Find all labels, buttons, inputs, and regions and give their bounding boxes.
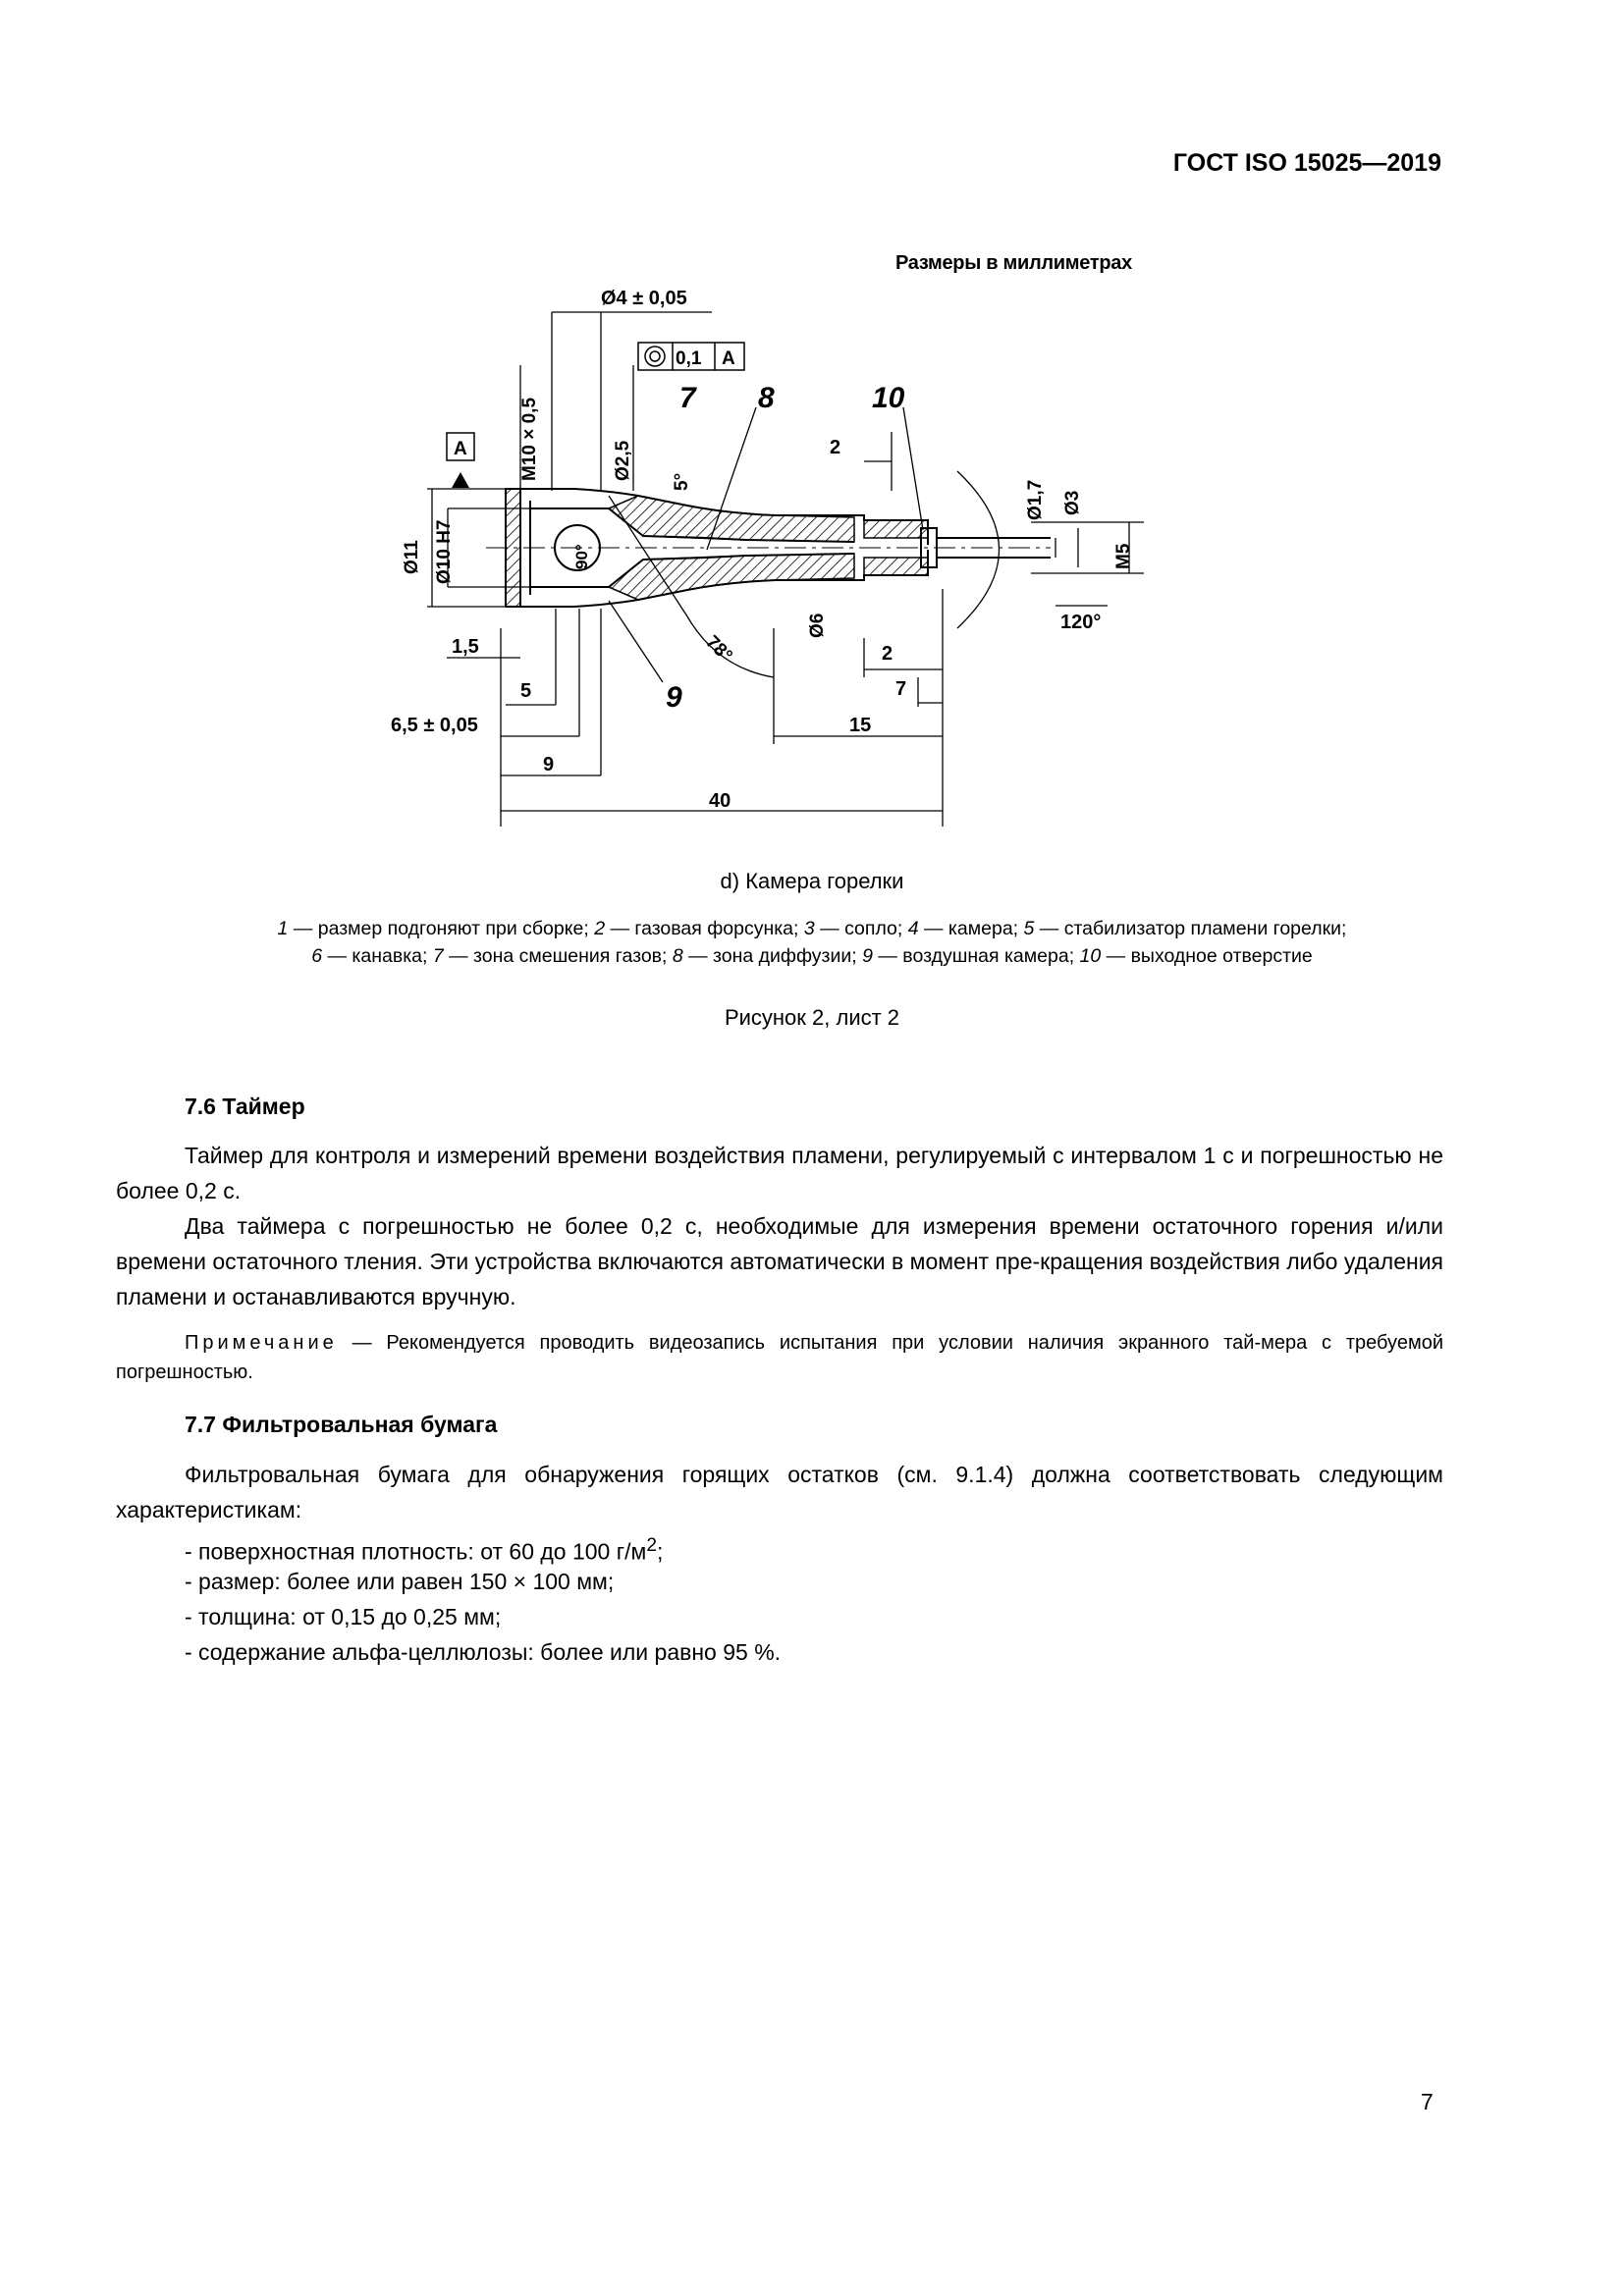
tol-datum: A xyxy=(722,348,735,369)
legend-num: 5 xyxy=(1023,918,1035,939)
legend-num: 6 xyxy=(311,945,323,967)
legend-text: — размер подгоняют при сборке; xyxy=(288,918,595,939)
dim-m5: M5 xyxy=(1113,543,1134,569)
dim-angle78: 78° xyxy=(701,631,736,667)
legend-num: 1 xyxy=(277,918,289,939)
legend-text: — газовая форсунка; xyxy=(605,918,804,939)
item-8: 8 xyxy=(758,382,775,414)
dim-dia4: Ø4 ± 0,05 xyxy=(601,288,687,309)
dim-6-5: 6,5 ± 0,05 xyxy=(391,715,478,736)
dim-15: 15 xyxy=(849,715,872,736)
item-10: 10 xyxy=(872,382,905,414)
dim-dia6: Ø6 xyxy=(807,613,828,638)
item-9: 9 xyxy=(666,681,682,714)
paragraph-text: Таймер для контроля и измерений времени воздействия пламени, регулируемый с интервалом 1 с и погрешностью не более 0,2 с. xyxy=(116,1143,1443,1203)
legend-num: 7 xyxy=(432,945,444,967)
legend-num: 8 xyxy=(672,945,683,967)
dim-dia25: Ø2,5 xyxy=(613,440,633,481)
legend-num: 10 xyxy=(1079,945,1102,967)
dim-angle120: 120° xyxy=(1060,612,1102,633)
tol-value: 0,1 xyxy=(676,348,702,369)
figure-title: Рисунок 2, лист 2 xyxy=(724,1005,900,1030)
dim-2-top: 2 xyxy=(830,437,841,458)
paragraph xyxy=(116,1138,1443,1208)
legend-text: — зона диффузии; xyxy=(682,945,863,967)
list-item: - поверхностная плотность: от 60 до 100 $г/м^2$; xyxy=(185,1535,664,1565)
dim-9: 9 xyxy=(543,754,555,775)
figure-legend xyxy=(118,915,1506,970)
legend-text: — камера; xyxy=(918,918,1024,939)
dim-thread: M10 × 0,5 xyxy=(519,397,540,481)
legend-line-1 xyxy=(118,915,1506,942)
dimension-note: Размеры в миллиметрах xyxy=(895,252,1132,274)
paragraph-text: Два таймера с погрешностью не более 0,2 с, необходимые для измерения времени остаточного горения и/или времени остаточного тления. Эти устройства включаются автоматически в момент пре-кращения воздействия либо удаления пламени и останавливаются вручную. xyxy=(116,1213,1443,1309)
section-heading-7-7: 7.7 Фильтровальная бумага xyxy=(185,1412,498,1437)
item-7: 7 xyxy=(679,382,696,414)
note xyxy=(116,1328,1443,1387)
section-heading-7-6: 7.6 Таймер xyxy=(185,1094,305,1119)
figure-caption: d) Камера горелки xyxy=(720,869,904,893)
page-number: 7 xyxy=(1421,2089,1434,2114)
list-item: - содержание альфа-целлюлозы: более или равно 95 %. xyxy=(185,1639,782,1665)
legend-text: — зона смешения газов; xyxy=(443,945,673,967)
note-label: Примечание xyxy=(185,1332,338,1354)
legend-text: — выходное отверстие xyxy=(1101,945,1313,967)
datum-a: A xyxy=(454,439,467,459)
paragraph xyxy=(116,1457,1443,1527)
legend-num: 2 xyxy=(594,918,606,939)
dim-angle90: 90° xyxy=(572,544,591,569)
legend-num: 4 xyxy=(907,918,919,939)
legend-text: — сопло; xyxy=(814,918,908,939)
note-text: — Рекомендуется проводить видеозапись испытания при условии наличия экранного тай-мера с требуемой погрешностью. xyxy=(116,1332,1443,1383)
dim-angle5: 5° xyxy=(672,472,692,491)
dim-7: 7 xyxy=(895,678,907,700)
list-item: - размер: более или равен 150 × 100 мм; xyxy=(185,1569,615,1594)
dim-2-bottom: 2 xyxy=(882,643,893,665)
burner-chamber-drawing xyxy=(373,275,1178,844)
paragraph xyxy=(116,1208,1443,1314)
legend-text: — воздушная камера; xyxy=(872,945,1080,967)
dim-5: 5 xyxy=(520,680,532,702)
dim-dia17: Ø1,7 xyxy=(1025,479,1046,520)
dim-40: 40 xyxy=(709,790,731,812)
dim-dia10: Ø10 H7 xyxy=(434,519,455,584)
standard-number: ГОСТ ISO 15025—2019 xyxy=(1172,149,1441,177)
dim-dia3: Ø3 xyxy=(1062,490,1083,515)
legend-text: — канавка; xyxy=(322,945,433,967)
dim-1-5: 1,5 xyxy=(452,636,479,658)
legend-num: 3 xyxy=(803,918,815,939)
legend-line-2 xyxy=(118,942,1506,970)
legend-text: — стабилизатор пламени горелки; xyxy=(1034,918,1347,939)
list-item: - толщина: от 0,15 до 0,25 мм; xyxy=(185,1604,502,1629)
paragraph-text: Фильтровальная бумага для обнаружения горящих остатков (см. 9.1.4) должна соответствовать следующим характеристикам: xyxy=(116,1462,1443,1522)
legend-num: 9 xyxy=(862,945,873,967)
dim-dia11: Ø11 xyxy=(402,540,422,574)
